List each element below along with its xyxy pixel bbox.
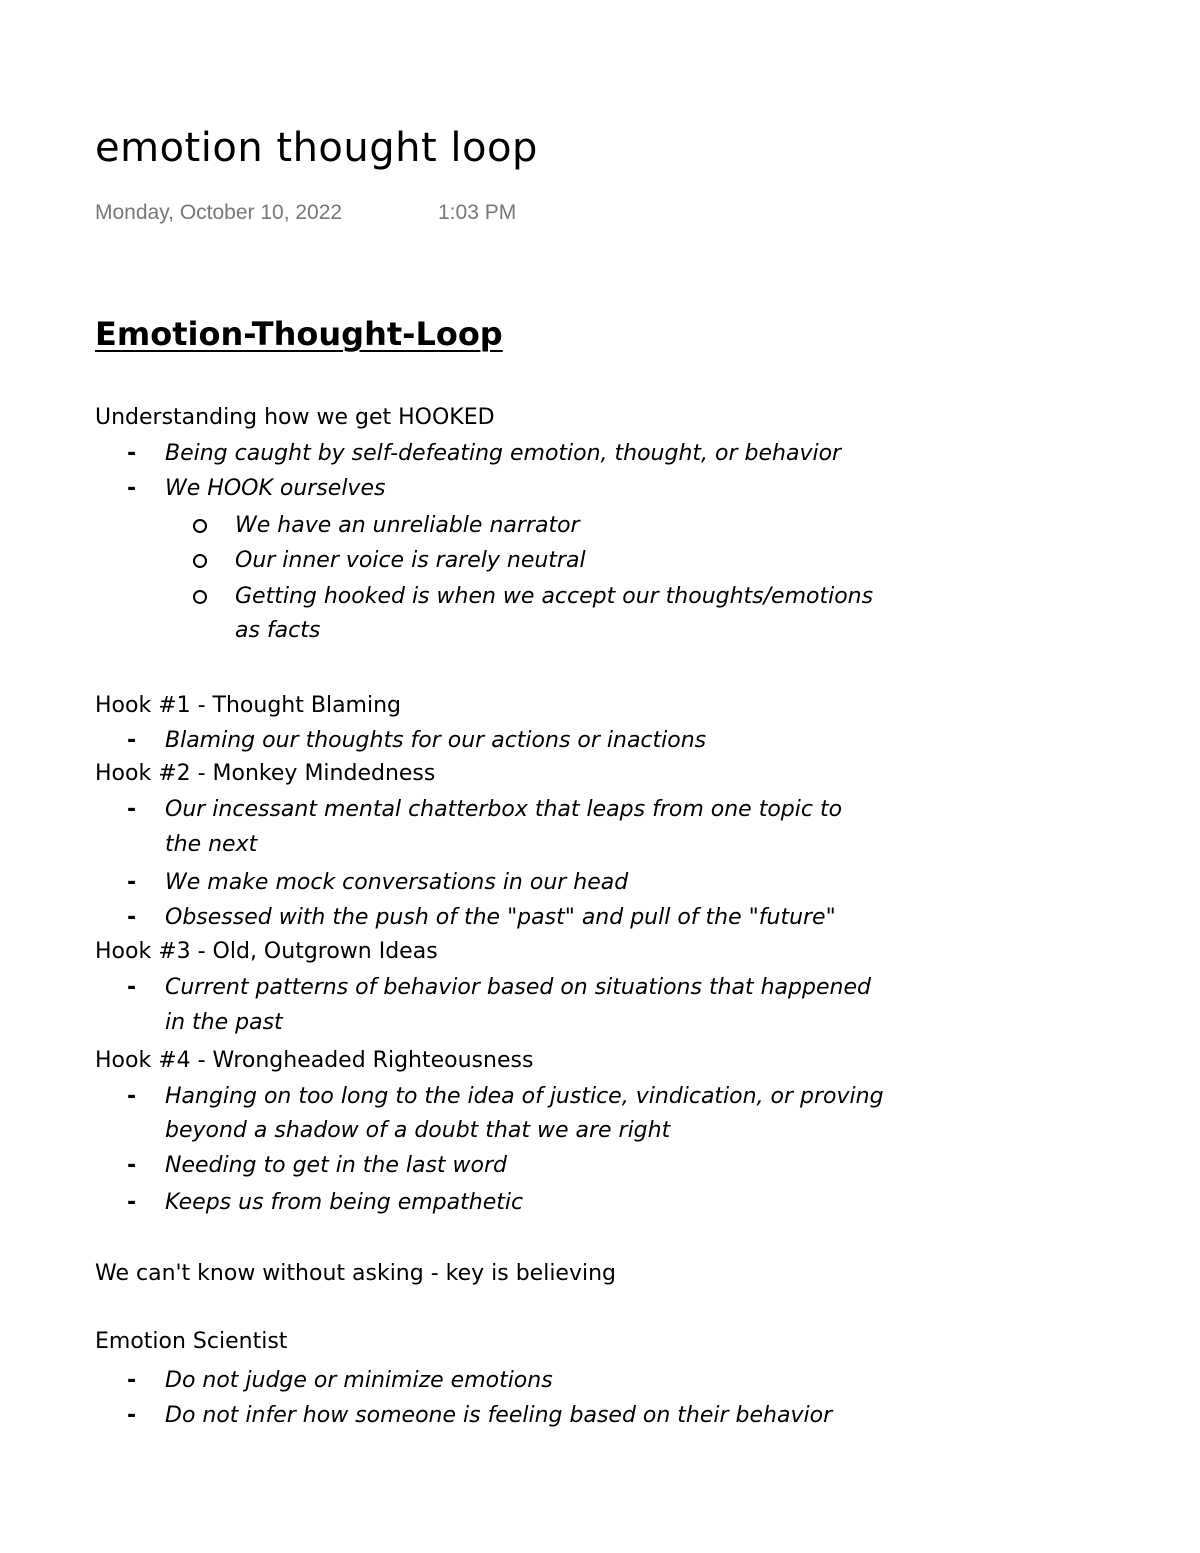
list-item: Blaming our thoughts for our actions or inactions (165, 728, 707, 753)
circle-bullet-icon (193, 554, 207, 568)
list-item: Obsessed with the push of the "past" and pull of the "future" (165, 905, 836, 930)
list-item: Keeps us from being empathetic (165, 1190, 524, 1215)
list-item-continuation: as facts (235, 618, 321, 643)
dash-bullet-icon: - (127, 1368, 137, 1393)
note-date: Monday, October 10, 2022 (95, 201, 343, 224)
list-item: Needing to get in the last word (165, 1153, 507, 1178)
dash-bullet-icon: - (127, 728, 137, 753)
circle-bullet-icon (193, 590, 207, 604)
list-item-continuation: the next (165, 832, 258, 857)
section-heading: Emotion-Thought-Loop (95, 315, 503, 353)
statement-text: We can't know without asking - key is believing (95, 1261, 617, 1286)
dash-bullet-icon: - (127, 797, 137, 822)
list-item: Our incessant mental chatterbox that leaps from one topic to (165, 797, 843, 822)
dash-bullet-icon: - (127, 1190, 137, 1215)
dash-bullet-icon: - (127, 1084, 137, 1109)
intro-text: Understanding how we get HOOKED (95, 405, 495, 430)
list-item: We HOOK ourselves (165, 476, 386, 501)
list-item: We have an unreliable narrator (235, 513, 580, 538)
list-item-continuation: in the past (165, 1010, 283, 1035)
circle-bullet-icon (193, 519, 207, 533)
hook-2-title: Hook #2 - Monkey Mindedness (95, 761, 436, 786)
dash-bullet-icon: - (127, 1403, 137, 1428)
dash-bullet-icon: - (127, 905, 137, 930)
page-title: emotion thought loop (95, 125, 538, 171)
list-item: Being caught by self-defeating emotion, thought, or behavior (165, 441, 842, 466)
dash-bullet-icon: - (127, 870, 137, 895)
list-item: Our inner voice is rarely neutral (235, 548, 586, 573)
list-item: Hanging on too long to the idea of justice, vindication, or proving (165, 1084, 884, 1109)
note-time: 1:03 PM (438, 201, 517, 224)
list-item: Current patterns of behavior based on situations that happened (165, 975, 871, 1000)
dash-bullet-icon: - (127, 441, 137, 466)
list-item: Getting hooked is when we accept our thoughts/emotions (235, 584, 874, 609)
dash-bullet-icon: - (127, 975, 137, 1000)
hook-3-title: Hook #3 - Old, Outgrown Ideas (95, 939, 438, 964)
list-item: We make mock conversations in our head (165, 870, 629, 895)
dash-bullet-icon: - (127, 476, 137, 501)
hook-1-title: Hook #1 - Thought Blaming (95, 693, 402, 718)
list-item: Do not infer how someone is feeling based on their behavior (165, 1403, 833, 1428)
emotion-scientist-title: Emotion Scientist (95, 1329, 288, 1354)
dash-bullet-icon: - (127, 1153, 137, 1178)
list-item-continuation: beyond a shadow of a doubt that we are right (165, 1118, 671, 1143)
hook-4-title: Hook #4 - Wrongheaded Righteousness (95, 1048, 534, 1073)
list-item: Do not judge or minimize emotions (165, 1368, 553, 1393)
